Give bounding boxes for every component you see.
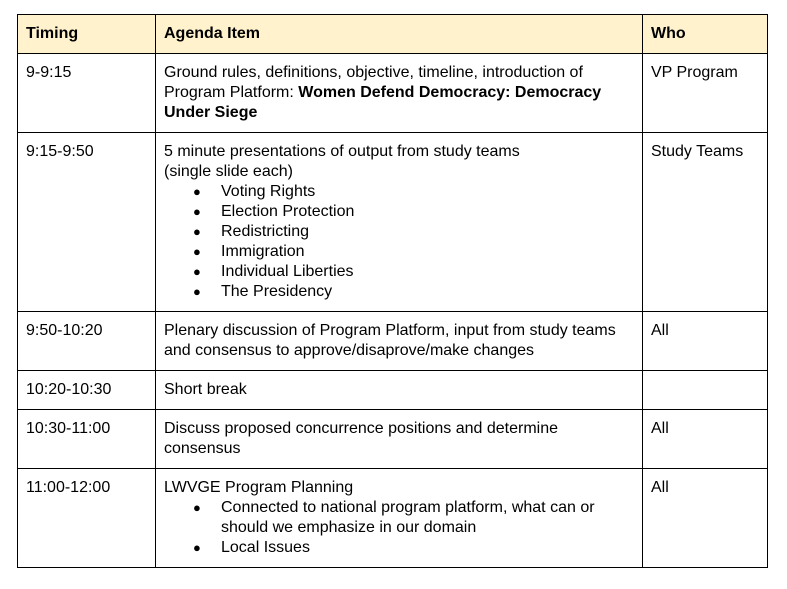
table-row — [18, 371, 768, 410]
timing-cell: 9:15-9:50 — [18, 133, 156, 312]
who-cell: All — [643, 469, 768, 568]
table-row — [18, 410, 768, 469]
header-who: Who — [643, 15, 768, 54]
agenda-item-cell — [156, 133, 643, 312]
table-row — [18, 469, 768, 568]
list-item: ● Local Issues — [221, 538, 634, 558]
list-item: ● Immigration — [221, 242, 634, 262]
planning-list — [164, 498, 634, 558]
timing-cell: 10:20-10:30 — [18, 371, 156, 410]
header-row — [18, 15, 768, 54]
agenda-table — [17, 14, 768, 568]
agenda-item-subtext: (single slide each) — [164, 163, 293, 180]
who-cell — [643, 371, 768, 410]
header-agenda-item: Agenda Item — [156, 15, 643, 54]
who-cell: Study Teams — [643, 133, 768, 312]
timing-cell: 11:00-12:00 — [18, 469, 156, 568]
table-row — [18, 312, 768, 371]
list-item: ● Individual Liberties — [221, 262, 634, 282]
timing-cell: 9:50-10:20 — [18, 312, 156, 371]
agenda-item-cell — [156, 469, 643, 568]
header-timing: Timing — [18, 15, 156, 54]
list-item: ● Voting Rights — [221, 182, 634, 202]
agenda-item-cell: Short break — [156, 371, 643, 410]
table-row — [18, 54, 768, 133]
list-item: ● Redistricting — [221, 222, 634, 242]
agenda-item-cell: Discuss proposed concurrence positions and determine consensus — [156, 410, 643, 469]
who-cell: All — [643, 410, 768, 469]
list-item: ● Election Protection — [221, 202, 634, 222]
list-item: ● Connected to national program platform, what can or should we emphasize in our domain — [221, 498, 634, 538]
program-platform-title: Women Defend Democracy: Democracy Under Siege — [164, 84, 602, 121]
study-team-list — [164, 182, 634, 302]
who-cell: VP Program — [643, 54, 768, 133]
agenda-item-text: 5 minute presentations of output from study teams — [164, 143, 520, 160]
list-item: ● The Presidency — [221, 282, 634, 302]
agenda-item-cell: Plenary discussion of Program Platform, input from study teams and consensus to approve/disaprove/make changes — [156, 312, 643, 371]
table-row — [18, 133, 768, 312]
agenda-item-cell — [156, 54, 643, 133]
agenda-item-text: LWVGE Program Planning — [164, 479, 354, 496]
timing-cell: 9-9:15 — [18, 54, 156, 133]
timing-cell: 10:30-11:00 — [18, 410, 156, 469]
agenda-item-text: Ground rules, definitions, objective, timeline, introduction of Program Platform: — [164, 64, 583, 101]
who-cell: All — [643, 312, 768, 371]
